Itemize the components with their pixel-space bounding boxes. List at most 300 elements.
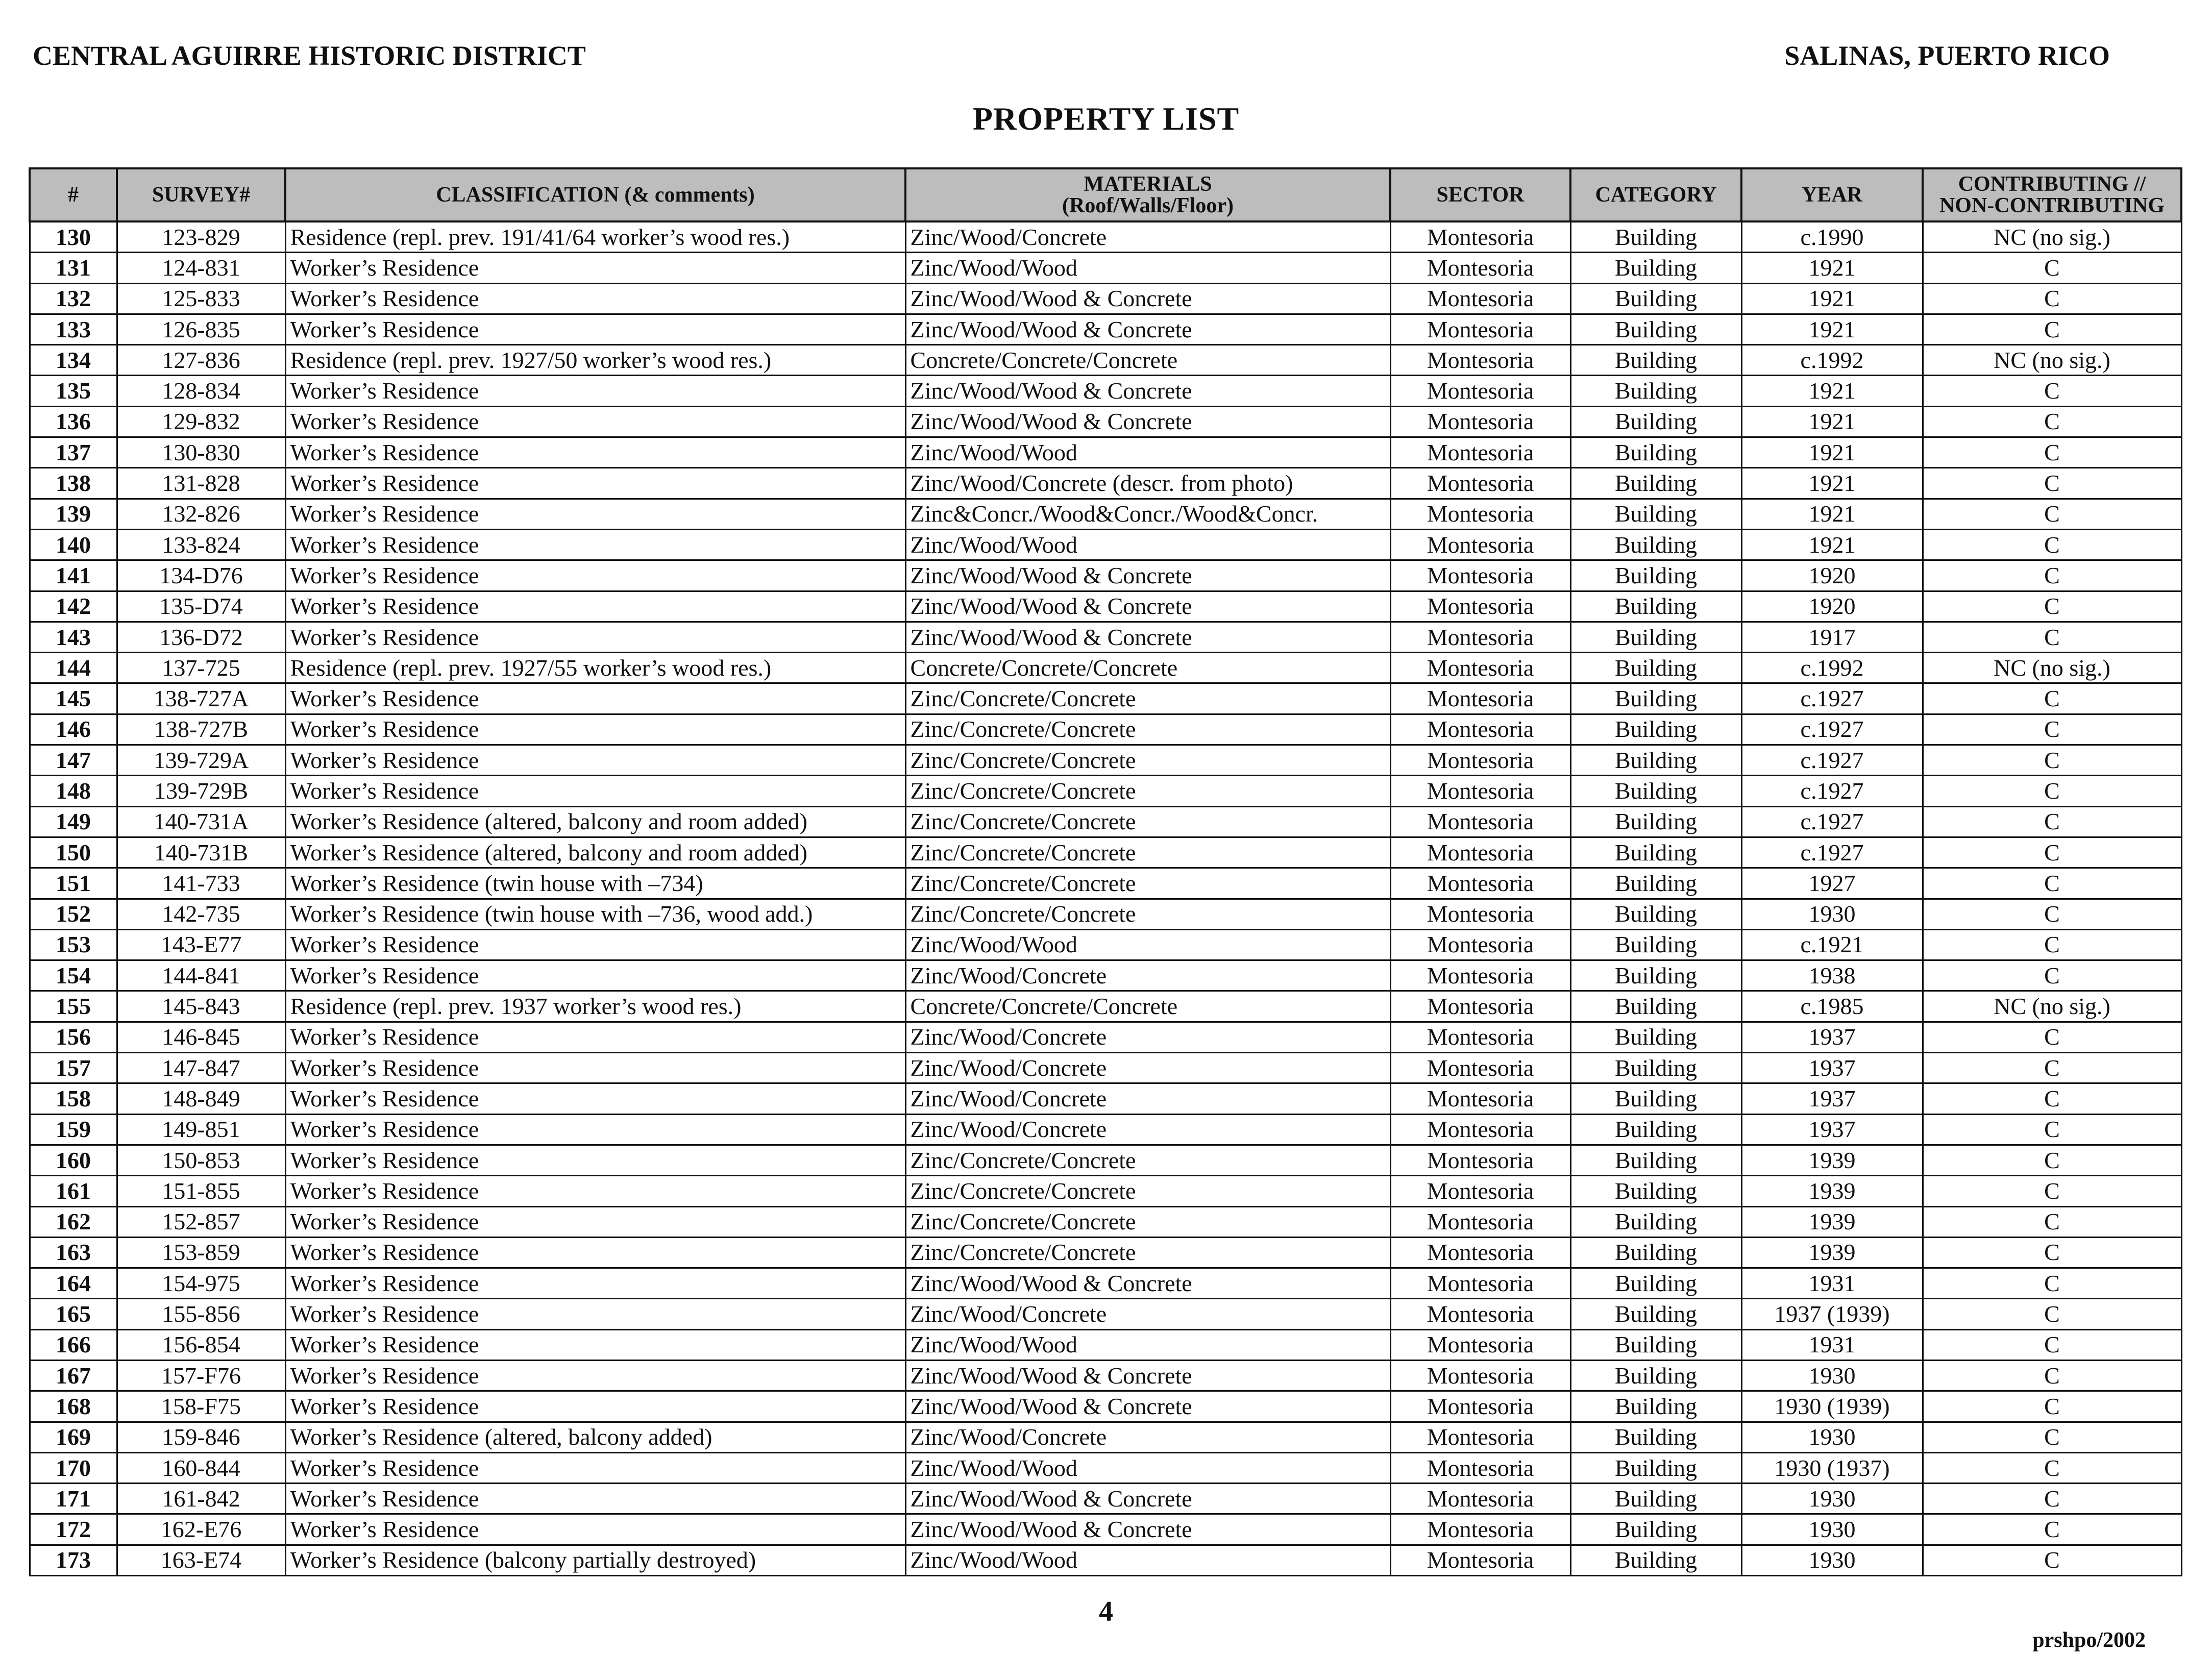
cell-materials: Zinc/Wood/Concrete (descr. from photo) (905, 468, 1390, 499)
table-row (30, 1422, 2181, 1452)
cell-survey: 148-849 (117, 1083, 285, 1114)
table-row (30, 622, 2181, 652)
cell-contributing: C (1923, 406, 2181, 437)
cell-number: 164 (30, 1268, 117, 1299)
cell-classification: Worker’s Residence (altered, balcony added) (285, 1422, 905, 1452)
cell-number: 133 (30, 314, 117, 344)
cell-number: 171 (30, 1484, 117, 1514)
cell-classification: Worker’s Residence (285, 1514, 905, 1545)
cell-year: 1939 (1741, 1176, 1923, 1206)
cell-number: 173 (30, 1545, 117, 1575)
cell-category: Building (1570, 714, 1741, 745)
cell-sector: Montesoria (1390, 345, 1570, 376)
table-row (30, 499, 2181, 529)
cell-year: 1931 (1741, 1268, 1923, 1299)
cell-survey: 139-729A (117, 745, 285, 776)
cell-survey: 134-D76 (117, 560, 285, 591)
cell-survey: 135-D74 (117, 591, 285, 622)
col-header-contributing-line2: NON-CONTRIBUTING (1939, 194, 2165, 217)
cell-category: Building (1570, 1268, 1741, 1299)
cell-classification: Worker’s Residence (twin house with –734) (285, 868, 905, 899)
cell-classification: Worker’s Residence (285, 560, 905, 591)
cell-number: 139 (30, 499, 117, 529)
cell-number: 153 (30, 929, 117, 960)
cell-contributing: C (1923, 745, 2181, 776)
cell-category: Building (1570, 1545, 1741, 1575)
cell-category: Building (1570, 1176, 1741, 1206)
cell-materials: Zinc/Wood/Wood & Concrete (905, 622, 1390, 652)
cell-survey: 149-851 (117, 1114, 285, 1145)
cell-survey: 147-847 (117, 1053, 285, 1083)
cell-number: 170 (30, 1452, 117, 1483)
page-title: PROPERTY LIST (972, 101, 1240, 137)
cell-sector: Montesoria (1390, 283, 1570, 314)
cell-category: Building (1570, 776, 1741, 806)
cell-classification: Worker’s Residence (285, 283, 905, 314)
cell-number: 155 (30, 991, 117, 1022)
cell-category: Building (1570, 1452, 1741, 1483)
cell-sector: Montesoria (1390, 683, 1570, 714)
cell-survey: 126-835 (117, 314, 285, 344)
cell-sector: Montesoria (1390, 806, 1570, 837)
cell-number: 131 (30, 253, 117, 283)
table-row (30, 653, 2181, 683)
cell-survey: 151-855 (117, 1176, 285, 1206)
cell-classification: Worker’s Residence (285, 1176, 905, 1206)
cell-classification: Residence (repl. prev. 1927/50 worker’s wood res.) (285, 345, 905, 376)
cell-materials: Zinc&Concr./Wood&Concr./Wood&Concr. (905, 499, 1390, 529)
cell-year: 1921 (1741, 406, 1923, 437)
cell-category: Building (1570, 560, 1741, 591)
cell-category: Building (1570, 1114, 1741, 1145)
cell-year: c.1921 (1741, 929, 1923, 960)
cell-classification: Worker’s Residence (285, 437, 905, 468)
cell-number: 148 (30, 776, 117, 806)
cell-number: 151 (30, 868, 117, 899)
cell-category: Building (1570, 1514, 1741, 1545)
cell-survey: 158-F75 (117, 1391, 285, 1422)
cell-number: 147 (30, 745, 117, 776)
cell-number: 143 (30, 622, 117, 652)
cell-number: 165 (30, 1299, 117, 1329)
cell-materials: Zinc/Wood/Wood (905, 929, 1390, 960)
cell-contributing: C (1923, 283, 2181, 314)
col-header-contributing (1923, 168, 2181, 221)
cell-classification: Worker’s Residence (285, 1484, 905, 1514)
cell-materials: Zinc/Wood/Concrete (905, 221, 1390, 253)
cell-sector: Montesoria (1390, 929, 1570, 960)
cell-category: Building (1570, 683, 1741, 714)
cell-materials: Zinc/Wood/Wood & Concrete (905, 1484, 1390, 1514)
table-row (30, 1452, 2181, 1483)
cell-survey: 162-E76 (117, 1514, 285, 1545)
cell-materials: Zinc/Concrete/Concrete (905, 714, 1390, 745)
cell-contributing: C (1923, 1237, 2181, 1268)
cell-contributing: C (1923, 1206, 2181, 1237)
cell-materials: Zinc/Wood/Wood (905, 1452, 1390, 1483)
cell-materials: Zinc/Wood/Wood & Concrete (905, 1514, 1390, 1545)
cell-materials: Zinc/Wood/Wood (905, 437, 1390, 468)
cell-year: c.1992 (1741, 653, 1923, 683)
cell-contributing: NC (no sig.) (1923, 221, 2181, 253)
table-row (30, 714, 2181, 745)
cell-number: 142 (30, 591, 117, 622)
cell-sector: Montesoria (1390, 376, 1570, 406)
cell-materials: Zinc/Wood/Wood & Concrete (905, 376, 1390, 406)
cell-contributing: C (1923, 1329, 2181, 1360)
table-row (30, 253, 2181, 283)
cell-year: 1930 (1741, 1360, 1923, 1391)
cell-materials: Zinc/Concrete/Concrete (905, 1145, 1390, 1175)
cell-number: 130 (30, 221, 117, 253)
table-row (30, 283, 2181, 314)
cell-sector: Montesoria (1390, 1114, 1570, 1145)
cell-sector: Montesoria (1390, 253, 1570, 283)
cell-category: Building (1570, 1329, 1741, 1360)
cell-materials: Concrete/Concrete/Concrete (905, 345, 1390, 376)
cell-materials: Zinc/Concrete/Concrete (905, 1176, 1390, 1206)
cell-survey: 141-733 (117, 868, 285, 899)
cell-materials: Zinc/Concrete/Concrete (905, 899, 1390, 929)
cell-year: 1930 (1939) (1741, 1391, 1923, 1422)
table-row (30, 1237, 2181, 1268)
cell-materials: Zinc/Wood/Wood (905, 253, 1390, 283)
cell-contributing: C (1923, 1083, 2181, 1114)
cell-number: 154 (30, 960, 117, 991)
cell-number: 163 (30, 1237, 117, 1268)
cell-year: 1921 (1741, 437, 1923, 468)
cell-materials: Zinc/Wood/Wood & Concrete (905, 314, 1390, 344)
cell-category: Building (1570, 221, 1741, 253)
cell-sector: Montesoria (1390, 529, 1570, 560)
table-row (30, 745, 2181, 776)
table-row (30, 929, 2181, 960)
cell-number: 145 (30, 683, 117, 714)
table-row (30, 1053, 2181, 1083)
table-row (30, 468, 2181, 499)
cell-survey: 150-853 (117, 1145, 285, 1175)
table-row (30, 591, 2181, 622)
cell-materials: Zinc/Wood/Wood (905, 529, 1390, 560)
cell-category: Building (1570, 345, 1741, 376)
cell-materials: Zinc/Wood/Wood (905, 1329, 1390, 1360)
cell-contributing: C (1923, 1268, 2181, 1299)
cell-year: 1930 (1741, 1514, 1923, 1545)
cell-number: 137 (30, 437, 117, 468)
cell-year: 1917 (1741, 622, 1923, 652)
cell-classification: Worker’s Residence (285, 468, 905, 499)
cell-year: 1937 (1741, 1053, 1923, 1083)
cell-category: Building (1570, 591, 1741, 622)
cell-contributing: C (1923, 1145, 2181, 1175)
footer-code: prshpo/2002 (2032, 1628, 2146, 1652)
cell-survey: 155-856 (117, 1299, 285, 1329)
cell-classification: Worker’s Residence (285, 745, 905, 776)
cell-year: 1937 (1741, 1114, 1923, 1145)
cell-survey: 159-846 (117, 1422, 285, 1452)
cell-category: Building (1570, 899, 1741, 929)
col-header-materials-line2: (Roof/Walls/Floor) (1062, 194, 1234, 217)
cell-category: Building (1570, 1391, 1741, 1422)
cell-year: 1920 (1741, 560, 1923, 591)
cell-classification: Residence (repl. prev. 1937 worker’s wood res.) (285, 991, 905, 1022)
cell-number: 149 (30, 806, 117, 837)
cell-sector: Montesoria (1390, 1514, 1570, 1545)
cell-survey: 140-731A (117, 806, 285, 837)
cell-survey: 154-975 (117, 1268, 285, 1299)
cell-materials: Zinc/Wood/Concrete (905, 1083, 1390, 1114)
cell-materials: Zinc/Wood/Wood & Concrete (905, 283, 1390, 314)
cell-year: c.1927 (1741, 776, 1923, 806)
cell-sector: Montesoria (1390, 1237, 1570, 1268)
cell-survey: 132-826 (117, 499, 285, 529)
cell-number: 146 (30, 714, 117, 745)
cell-category: Building (1570, 991, 1741, 1022)
cell-year: 1927 (1741, 868, 1923, 899)
cell-category: Building (1570, 406, 1741, 437)
cell-year: c.1927 (1741, 806, 1923, 837)
cell-sector: Montesoria (1390, 1299, 1570, 1329)
cell-category: Building (1570, 868, 1741, 899)
cell-year: 1921 (1741, 468, 1923, 499)
cell-materials: Zinc/Wood/Wood & Concrete (905, 591, 1390, 622)
cell-sector: Montesoria (1390, 560, 1570, 591)
cell-number: 135 (30, 376, 117, 406)
cell-number: 156 (30, 1022, 117, 1052)
table-row (30, 1114, 2181, 1145)
cell-sector: Montesoria (1390, 745, 1570, 776)
table-row (30, 1360, 2181, 1391)
cell-number: 160 (30, 1145, 117, 1175)
cell-materials: Zinc/Wood/Wood & Concrete (905, 1268, 1390, 1299)
cell-materials: Zinc/Wood/Wood & Concrete (905, 1391, 1390, 1422)
table-row (30, 406, 2181, 437)
cell-contributing: C (1923, 437, 2181, 468)
col-header-year: YEAR (1741, 168, 1923, 221)
cell-classification: Worker’s Residence (285, 622, 905, 652)
cell-survey: 129-832 (117, 406, 285, 437)
cell-sector: Montesoria (1390, 1206, 1570, 1237)
cell-category: Building (1570, 1360, 1741, 1391)
col-header-contributing-line1: CONTRIBUTING // (1958, 172, 2146, 196)
cell-classification: Worker’s Residence (285, 499, 905, 529)
cell-sector: Montesoria (1390, 1452, 1570, 1483)
cell-survey: 138-727B (117, 714, 285, 745)
col-header-materials (905, 168, 1390, 221)
cell-classification: Residence (repl. prev. 191/41/64 worker’s wood res.) (285, 221, 905, 253)
cell-survey: 145-843 (117, 991, 285, 1022)
cell-year: 1930 (1741, 1545, 1923, 1575)
cell-number: 169 (30, 1422, 117, 1452)
table-row (30, 1545, 2181, 1575)
cell-sector: Montesoria (1390, 991, 1570, 1022)
table-row (30, 899, 2181, 929)
cell-year: 1921 (1741, 499, 1923, 529)
cell-contributing: C (1923, 899, 2181, 929)
cell-category: Building (1570, 1484, 1741, 1514)
cell-materials: Concrete/Concrete/Concrete (905, 653, 1390, 683)
cell-materials: Zinc/Wood/Concrete (905, 1299, 1390, 1329)
cell-classification: Worker’s Residence (285, 1391, 905, 1422)
cell-number: 132 (30, 283, 117, 314)
cell-materials: Zinc/Concrete/Concrete (905, 745, 1390, 776)
cell-year: 1930 (1741, 1422, 1923, 1452)
col-header-number: # (30, 168, 117, 221)
cell-classification: Worker’s Residence (285, 960, 905, 991)
cell-contributing: C (1923, 806, 2181, 837)
cell-year: c.1990 (1741, 221, 1923, 253)
table-row (30, 1329, 2181, 1360)
cell-classification: Worker’s Residence (285, 1452, 905, 1483)
page-number: 4 (1099, 1596, 1113, 1627)
cell-materials: Zinc/Wood/Concrete (905, 1114, 1390, 1145)
col-header-materials-line1: MATERIALS (1084, 172, 1212, 196)
table-row (30, 1514, 2181, 1545)
table-row (30, 529, 2181, 560)
cell-classification: Worker’s Residence (balcony partially destroyed) (285, 1545, 905, 1575)
cell-contributing: C (1923, 529, 2181, 560)
cell-sector: Montesoria (1390, 1022, 1570, 1052)
cell-contributing: C (1923, 683, 2181, 714)
cell-contributing: C (1923, 1360, 2181, 1391)
cell-category: Building (1570, 499, 1741, 529)
cell-year: c.1992 (1741, 345, 1923, 376)
cell-sector: Montesoria (1390, 714, 1570, 745)
cell-year: c.1985 (1741, 991, 1923, 1022)
cell-category: Building (1570, 283, 1741, 314)
cell-contributing: C (1923, 1545, 2181, 1575)
cell-materials: Zinc/Concrete/Concrete (905, 776, 1390, 806)
cell-survey: 128-834 (117, 376, 285, 406)
cell-contributing: C (1923, 1514, 2181, 1545)
cell-survey: 127-836 (117, 345, 285, 376)
cell-contributing: C (1923, 1484, 2181, 1514)
table-row (30, 376, 2181, 406)
table-row (30, 837, 2181, 868)
cell-category: Building (1570, 1299, 1741, 1329)
cell-number: 158 (30, 1083, 117, 1114)
cell-category: Building (1570, 1022, 1741, 1052)
cell-survey: 136-D72 (117, 622, 285, 652)
cell-category: Building (1570, 1083, 1741, 1114)
cell-classification: Worker’s Residence (285, 714, 905, 745)
col-header-survey: SURVEY# (117, 168, 285, 221)
cell-classification: Worker’s Residence (285, 1268, 905, 1299)
cell-year: 1939 (1741, 1206, 1923, 1237)
cell-classification: Worker’s Residence (285, 929, 905, 960)
cell-sector: Montesoria (1390, 221, 1570, 253)
table-row (30, 1268, 2181, 1299)
cell-contributing: NC (no sig.) (1923, 991, 2181, 1022)
cell-classification: Worker’s Residence (285, 1360, 905, 1391)
cell-materials: Zinc/Concrete/Concrete (905, 1237, 1390, 1268)
cell-survey: 153-859 (117, 1237, 285, 1268)
cell-contributing: C (1923, 1422, 2181, 1452)
cell-survey: 143-E77 (117, 929, 285, 960)
table-row (30, 1145, 2181, 1175)
cell-contributing: C (1923, 560, 2181, 591)
cell-year: 1931 (1741, 1329, 1923, 1360)
cell-contributing: C (1923, 591, 2181, 622)
table-row (30, 1083, 2181, 1114)
district-title: CENTRAL AGUIRRE HISTORIC DISTRICT (33, 40, 586, 71)
cell-number: 144 (30, 653, 117, 683)
cell-number: 152 (30, 899, 117, 929)
cell-category: Building (1570, 806, 1741, 837)
table-row (30, 960, 2181, 991)
cell-sector: Montesoria (1390, 1053, 1570, 1083)
cell-sector: Montesoria (1390, 1329, 1570, 1360)
table-header-row (30, 168, 2181, 221)
cell-classification: Worker’s Residence (285, 1083, 905, 1114)
cell-survey: 131-828 (117, 468, 285, 499)
table-row (30, 1176, 2181, 1206)
cell-contributing: C (1923, 1452, 2181, 1483)
cell-category: Building (1570, 376, 1741, 406)
cell-survey: 152-857 (117, 1206, 285, 1237)
cell-category: Building (1570, 468, 1741, 499)
cell-survey: 161-842 (117, 1484, 285, 1514)
cell-materials: Zinc/Concrete/Concrete (905, 837, 1390, 868)
cell-number: 168 (30, 1391, 117, 1422)
cell-year: 1930 (1937) (1741, 1452, 1923, 1483)
cell-year: c.1927 (1741, 837, 1923, 868)
cell-classification: Worker’s Residence (285, 376, 905, 406)
cell-classification: Worker’s Residence (285, 406, 905, 437)
cell-category: Building (1570, 929, 1741, 960)
cell-year: c.1927 (1741, 745, 1923, 776)
cell-survey: 160-844 (117, 1452, 285, 1483)
cell-survey: 156-854 (117, 1329, 285, 1360)
cell-survey: 146-845 (117, 1022, 285, 1052)
cell-category: Building (1570, 437, 1741, 468)
table-row (30, 683, 2181, 714)
cell-contributing: C (1923, 714, 2181, 745)
cell-year: c.1927 (1741, 683, 1923, 714)
cell-sector: Montesoria (1390, 899, 1570, 929)
cell-contributing: C (1923, 776, 2181, 806)
cell-contributing: C (1923, 1053, 2181, 1083)
cell-classification: Worker’s Residence (285, 1206, 905, 1237)
cell-classification: Worker’s Residence (285, 1114, 905, 1145)
table-row (30, 776, 2181, 806)
location-title: SALINAS, PUERTO RICO (1784, 40, 2110, 71)
cell-contributing: C (1923, 499, 2181, 529)
cell-contributing: C (1923, 1391, 2181, 1422)
cell-year: 1921 (1741, 314, 1923, 344)
cell-category: Building (1570, 1422, 1741, 1452)
cell-survey: 124-831 (117, 253, 285, 283)
cell-number: 157 (30, 1053, 117, 1083)
cell-classification: Worker’s Residence (285, 1022, 905, 1052)
cell-number: 162 (30, 1206, 117, 1237)
cell-survey: 123-829 (117, 221, 285, 253)
cell-survey: 139-729B (117, 776, 285, 806)
cell-category: Building (1570, 1145, 1741, 1175)
cell-category: Building (1570, 622, 1741, 652)
cell-contributing: C (1923, 622, 2181, 652)
cell-survey: 137-725 (117, 653, 285, 683)
cell-contributing: C (1923, 929, 2181, 960)
property-table (29, 167, 2182, 1576)
cell-number: 167 (30, 1360, 117, 1391)
cell-materials: Concrete/Concrete/Concrete (905, 991, 1390, 1022)
cell-sector: Montesoria (1390, 776, 1570, 806)
cell-classification: Worker’s Residence (285, 1329, 905, 1360)
cell-classification: Worker’s Residence (285, 314, 905, 344)
table-row (30, 221, 2181, 253)
cell-year: 1930 (1741, 1484, 1923, 1514)
